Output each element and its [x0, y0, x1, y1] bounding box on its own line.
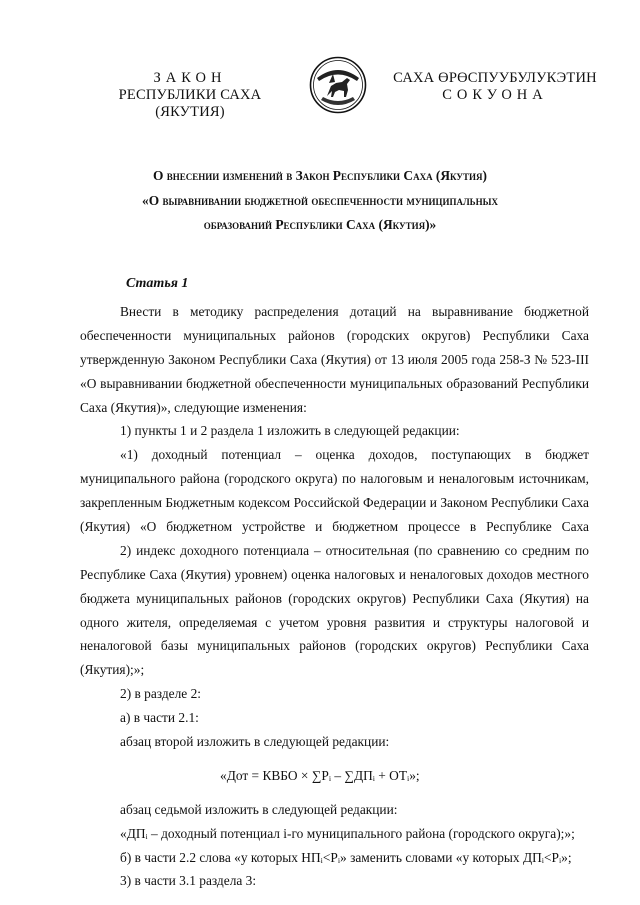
header-left-line2: РЕСПУБЛИКИ САХА (ЯКУТИЯ) [118, 87, 262, 120]
body-line: 2) индекс доходного потенциала – относительная (по сравнению со средним по [120, 542, 589, 558]
body-line: «1) доходный потенциал – оценка доходов, поступающих в бюджет [120, 447, 589, 463]
body-line: обеспеченности муниципальных районов (городских округов) Республики Саха [80, 327, 589, 343]
body-line: 1) пункты 1 и 2 раздела 1 изложить в следующей редакции: [120, 423, 460, 439]
body-line: бюджета муниципальных районов (городских округов) Республики Саха (Якутия) на [80, 590, 589, 606]
body-line: Саха (Якутия)», следующие изменения: [80, 399, 307, 415]
header-left-line1: ЗАКОН [153, 70, 227, 86]
header-right-line2: СОКУОНА [442, 87, 548, 103]
body-line: «О выравнивании бюджетной обеспеченности муниципальных образований Республики [80, 375, 589, 391]
body-line: муниципального района (городского округа) по налоговым и неналоговым источникам, [80, 471, 589, 487]
body-line: 2) в разделе 2: [120, 686, 202, 702]
document-body [80, 300, 589, 893]
header-right-yakut [390, 70, 600, 104]
body-line: абзац седьмой изложить в следующей редакции: [120, 801, 398, 817]
body-line: абзац второй изложить в следующей редакции: [120, 734, 390, 750]
article-heading: Статья 1 [126, 276, 189, 291]
body-line: одного жителя, определяемая с учетом уровня развития и структуры налоговой и [80, 614, 589, 630]
header-right-line1: САХА ӨРӨСПУУБУЛУКЭТИН [393, 70, 597, 86]
title-line: образований Республики Саха (Якутия)» [203, 217, 437, 232]
body-line: неналоговой базы муниципальных районов (городских округов) Республики Саха [80, 638, 589, 654]
body-line: утвержденную Законом Республики Саха (Якутия) от 13 июля 2005 года 258-З № 523-III [80, 351, 589, 367]
title-line: О внесении изменений в Закон Республики Саха (Якутия) [153, 168, 487, 183]
header-left-russian [90, 70, 290, 121]
body-line: закрепленным Бюджетным кодексом Российской Федерации и Законом Республики Саха [80, 495, 589, 511]
coat-of-arms-emblem-icon [309, 56, 367, 114]
body-line: 3) в части 3.1 раздела 3: [120, 873, 257, 889]
document-title [95, 164, 545, 238]
body-line: Внести в методику распределения дотаций на выравнивание бюджетной [120, 304, 589, 319]
body-line: (Якутия) «О бюджетном устройстве и бюджетном процессе в Республике Саха [80, 519, 589, 535]
body-line: (Якутия);»; [80, 662, 145, 678]
body-line: «ДПᵢ – доходный потенциал i-го муниципального района (городского округа);»; [120, 825, 575, 841]
body-line: а) в части 2.1: [120, 710, 199, 726]
body-line: Республике Саха (Якутия) уровнем) оценка налоговых и неналоговых доходов местного [80, 566, 589, 582]
body-line: б) в части 2.2 слова «у которых НПᵢ<Pᵢ» заменить словами «у которых ДПᵢ<Pᵢ»; [120, 849, 572, 865]
formula: «Дот = КВБО × ∑Pᵢ – ∑ДПᵢ + ОТᵢ»; [220, 767, 420, 783]
title-line: «О выравнивании бюджетной обеспеченности муниципальных [142, 192, 498, 208]
